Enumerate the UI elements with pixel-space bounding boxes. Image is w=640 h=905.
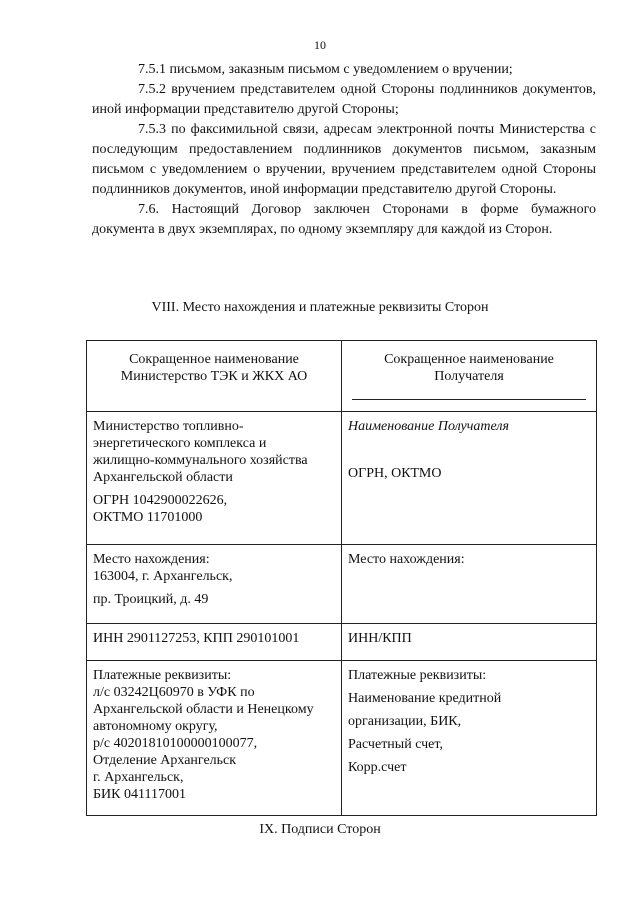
paragraph-7-5-3: 7.5.3 по факсимильной связи, адресам электронной почты Министерства с последующим предоставлением подлинников документов письмом, заказным письмом с уведомлением о вручении, вручением представителем одной Стороны подлинников документов, иной информации представителю другой Стороны.: [92, 122, 596, 197]
payment-left-line-4: автономному округу,: [93, 719, 218, 734]
recipient-location-cell: [342, 545, 597, 624]
contract-body-text: [92, 60, 596, 240]
recipient-ogrn-label: ОГРН, ОКТМО: [348, 466, 442, 481]
payment-right-line-3: организации, БИК,: [348, 714, 462, 729]
payment-left-line-3: Архангельской области и Ненецкому: [93, 702, 314, 717]
org-left-line-1: Министерство топливно-: [93, 419, 244, 434]
ministry-location-cell: [87, 545, 342, 624]
payment-left-line-1: Платежные реквизиты:: [93, 668, 232, 683]
payment-left-line-5: р/с 40201810100000100077,: [93, 736, 258, 751]
org-left-line-2: энергетического комплекса и: [93, 436, 267, 451]
recipient-name-label: Наименование Получателя: [348, 419, 510, 434]
ministry-org-cell: [87, 412, 342, 545]
table-row: [87, 412, 597, 545]
location-left-line-1: 163004, г. Архангельск,: [93, 569, 233, 584]
payment-right-line-4: Расчетный счет,: [348, 737, 443, 752]
page-number: 10: [314, 38, 326, 52]
header-right-line-2: Получателя: [434, 369, 504, 384]
table-row: [87, 624, 597, 661]
header-right-line-1: Сокращенное наименование: [384, 352, 554, 367]
recipient-inn-cell: [342, 624, 597, 661]
org-left-line-3: жилищно-коммунального хозяйства: [93, 453, 308, 468]
paragraph-7-6: 7.6. Настоящий Договор заключен Сторонами в форме бумажного документа в двух экземплярах, по одному экземпляру для каждой из Сторон.: [92, 202, 596, 237]
ministry-payment-cell: [87, 661, 342, 816]
header-ministry-cell: [87, 341, 342, 412]
paragraph-7-5-2: 7.5.2 вручением представителем одной Стороны подлинников документов, иной информации представителю другой Стороны;: [92, 82, 596, 117]
spacer: [348, 435, 590, 465]
ministry-inn-cell: [87, 624, 342, 661]
payment-left-line-7: г. Архангельск,: [93, 770, 184, 785]
payment-right-line-2: Наименование кредитной: [348, 691, 502, 706]
location-right-label: Место нахождения:: [348, 552, 465, 567]
header-left-line-2: Министерство ТЭК и ЖКХ АО: [120, 369, 308, 384]
recipient-org-cell: [342, 412, 597, 545]
table-row: [87, 545, 597, 624]
payment-right-line-1: Платежные реквизиты:: [348, 668, 487, 683]
section-8-heading: VIII. Место нахождения и платежные реквизиты Сторон: [151, 300, 489, 315]
payment-left-line-6: Отделение Архангельск: [93, 753, 237, 768]
payment-right-line-5: Корр.счет: [348, 760, 407, 775]
location-left-label: Место нахождения:: [93, 552, 210, 567]
payment-left-line-8: БИК 041117001: [93, 787, 186, 802]
section-9-heading: IX. Подписи Сторон: [259, 822, 381, 837]
inn-right: ИНН/КПП: [348, 631, 412, 646]
header-recipient-cell: [342, 341, 597, 412]
party-requisites-table: [86, 340, 597, 816]
table-row: [87, 341, 597, 412]
ogrn-left-line-2: ОКТМО 11701000: [93, 510, 203, 525]
table-row: [87, 661, 597, 816]
header-left-line-1: Сокращенное наименование: [129, 352, 299, 367]
paragraph-7-5-1: 7.5.1 письмом, заказным письмом с уведомлением о вручении;: [138, 62, 513, 77]
location-left-line-2: пр. Троицкий, д. 49: [93, 592, 209, 607]
org-left-line-4: Архангельской области: [93, 470, 233, 485]
recipient-payment-cell: [342, 661, 597, 816]
payment-left-line-2: л/с 03242Ц60970 в УФК по: [93, 685, 255, 700]
inn-left: ИНН 2901127253, КПП 290101001: [93, 631, 300, 646]
recipient-name-blank-line: [352, 399, 586, 400]
ogrn-left-line-1: ОГРН 1042900022626,: [93, 493, 228, 508]
